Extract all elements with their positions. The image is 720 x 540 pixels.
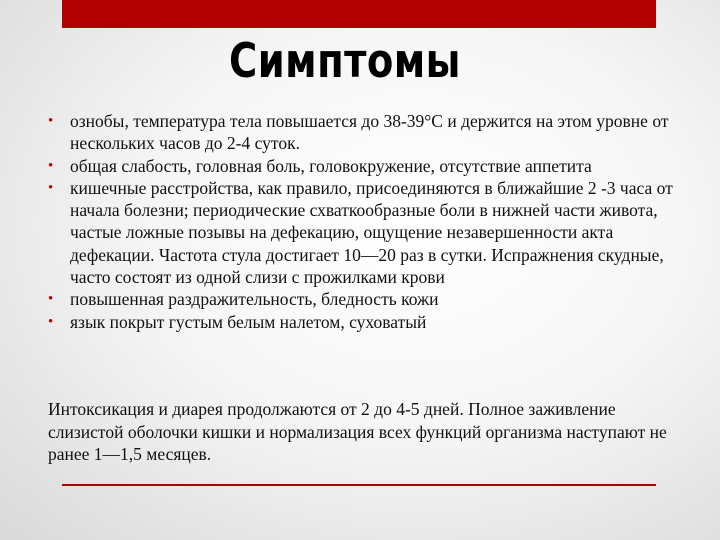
bullet-icon: • — [48, 157, 54, 174]
list-item — [48, 155, 688, 177]
list-item-text: язык покрыт густым белым налетом, суховатый — [70, 311, 427, 332]
list-item-text: ознобы, температура тела повышается до 38-39°С и держится на этом уровне от нескольких часов до 2-4 суток. — [70, 111, 669, 154]
bullet-icon: • — [48, 291, 54, 308]
bullet-icon: • — [48, 313, 54, 330]
list-item — [48, 177, 688, 288]
list-item-text: общая слабость, головная боль, головокружение, отсутствие аппетита — [70, 155, 592, 176]
list-item-text: кишечные расстройства, как правило, присоединяются в ближайшие 2 -3 часа от начала болезни; периодические схваткообразные боли в нижней части живота, частые ложные позывы на дефекацию, ощущение незавершенности акта дефекации. Частота стула достигает 10—20 раз в сутки. Испражнения скудные, часто состоят из одной слизи с прожилками крови — [70, 177, 673, 288]
bullet-icon: • — [48, 179, 54, 196]
symptom-list — [48, 110, 688, 333]
list-item — [48, 110, 688, 155]
list-item — [48, 311, 688, 333]
list-item-text: повышенная раздражительность, бледность кожи — [70, 289, 439, 310]
list-item — [48, 288, 688, 310]
bullet-icon: • — [48, 113, 54, 129]
bottom-divider — [62, 484, 656, 486]
slide-title: Симптомы — [229, 34, 461, 89]
top-accent-bar — [62, 0, 656, 28]
summary-paragraph: Интоксикация и диарея продолжаются от 2 до 4-5 дней. Полное заживление слизистой оболочки кишки и нормализация всех функций организма наступают не ранее 1—1,5 месяцев. — [48, 399, 667, 464]
